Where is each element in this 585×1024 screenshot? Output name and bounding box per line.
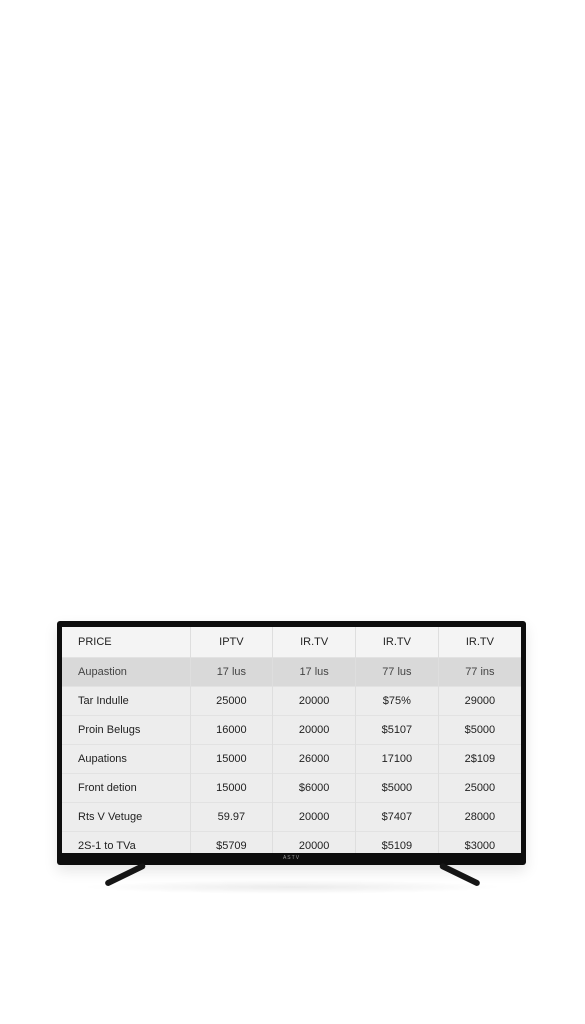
row-label: Aupastion bbox=[62, 658, 190, 687]
table-header-row bbox=[62, 627, 521, 658]
row-label: 2S-1 to TVa bbox=[62, 832, 190, 854]
row-label: Front detion bbox=[62, 774, 190, 803]
table-cell: $5109 bbox=[356, 832, 439, 854]
table-row bbox=[62, 658, 521, 687]
floor-shadow bbox=[80, 880, 505, 894]
table-cell: 25000 bbox=[464, 782, 496, 794]
table-cell: $5709 bbox=[190, 832, 273, 854]
table-row bbox=[62, 774, 521, 803]
table-cell: $6000 bbox=[273, 774, 356, 803]
table-cell: 26000 bbox=[273, 745, 356, 774]
table-cell: 20000 bbox=[273, 716, 356, 745]
table-cell: 20000 bbox=[273, 803, 356, 832]
column-header: IR.TV bbox=[438, 627, 521, 658]
table-row bbox=[62, 803, 521, 832]
table-cell: 17 lus bbox=[273, 658, 356, 687]
table-cell: $3000 bbox=[464, 840, 496, 852]
tv-frame bbox=[57, 621, 526, 865]
table-cell: 77 ins bbox=[465, 666, 495, 678]
table-cell: 29000 bbox=[464, 695, 496, 707]
row-label: Aupations bbox=[62, 745, 190, 774]
table-cell: 25000 bbox=[190, 687, 273, 716]
table-row bbox=[62, 716, 521, 745]
price-comparison-table bbox=[62, 627, 521, 853]
column-header: IPTV bbox=[190, 627, 273, 658]
column-header: IR.TV bbox=[356, 627, 439, 658]
table-cell: 16000 bbox=[190, 716, 273, 745]
table-cell: 77 lus bbox=[356, 658, 439, 687]
table-cell: 2$109 bbox=[464, 753, 496, 765]
table-cell: 15000 bbox=[190, 745, 273, 774]
table-cell: 15000 bbox=[190, 774, 273, 803]
table-cell: 59.97 bbox=[190, 803, 273, 832]
row-label: Rts V Vetuge bbox=[62, 803, 190, 832]
tv-brand-logo: ASTV bbox=[282, 855, 301, 861]
column-header: PRICE bbox=[62, 627, 190, 658]
row-label: Tar Indulle bbox=[62, 687, 190, 716]
table-row bbox=[62, 832, 521, 854]
table-cell: $75% bbox=[356, 687, 439, 716]
table-cell: 20000 bbox=[273, 832, 356, 854]
table-cell: $7407 bbox=[356, 803, 439, 832]
tv-screen bbox=[62, 627, 521, 853]
table-cell: 28000 bbox=[464, 811, 496, 823]
table-cell: 17 lus bbox=[190, 658, 273, 687]
row-label: Proin Belugs bbox=[62, 716, 190, 745]
table-cell: $5000 bbox=[464, 724, 496, 736]
table-row bbox=[62, 687, 521, 716]
column-header: IR.TV bbox=[273, 627, 356, 658]
table-cell: $5000 bbox=[356, 774, 439, 803]
table-cell: $5107 bbox=[356, 716, 439, 745]
table-row bbox=[62, 745, 521, 774]
table-cell: 20000 bbox=[273, 687, 356, 716]
table-cell: 17100 bbox=[356, 745, 439, 774]
